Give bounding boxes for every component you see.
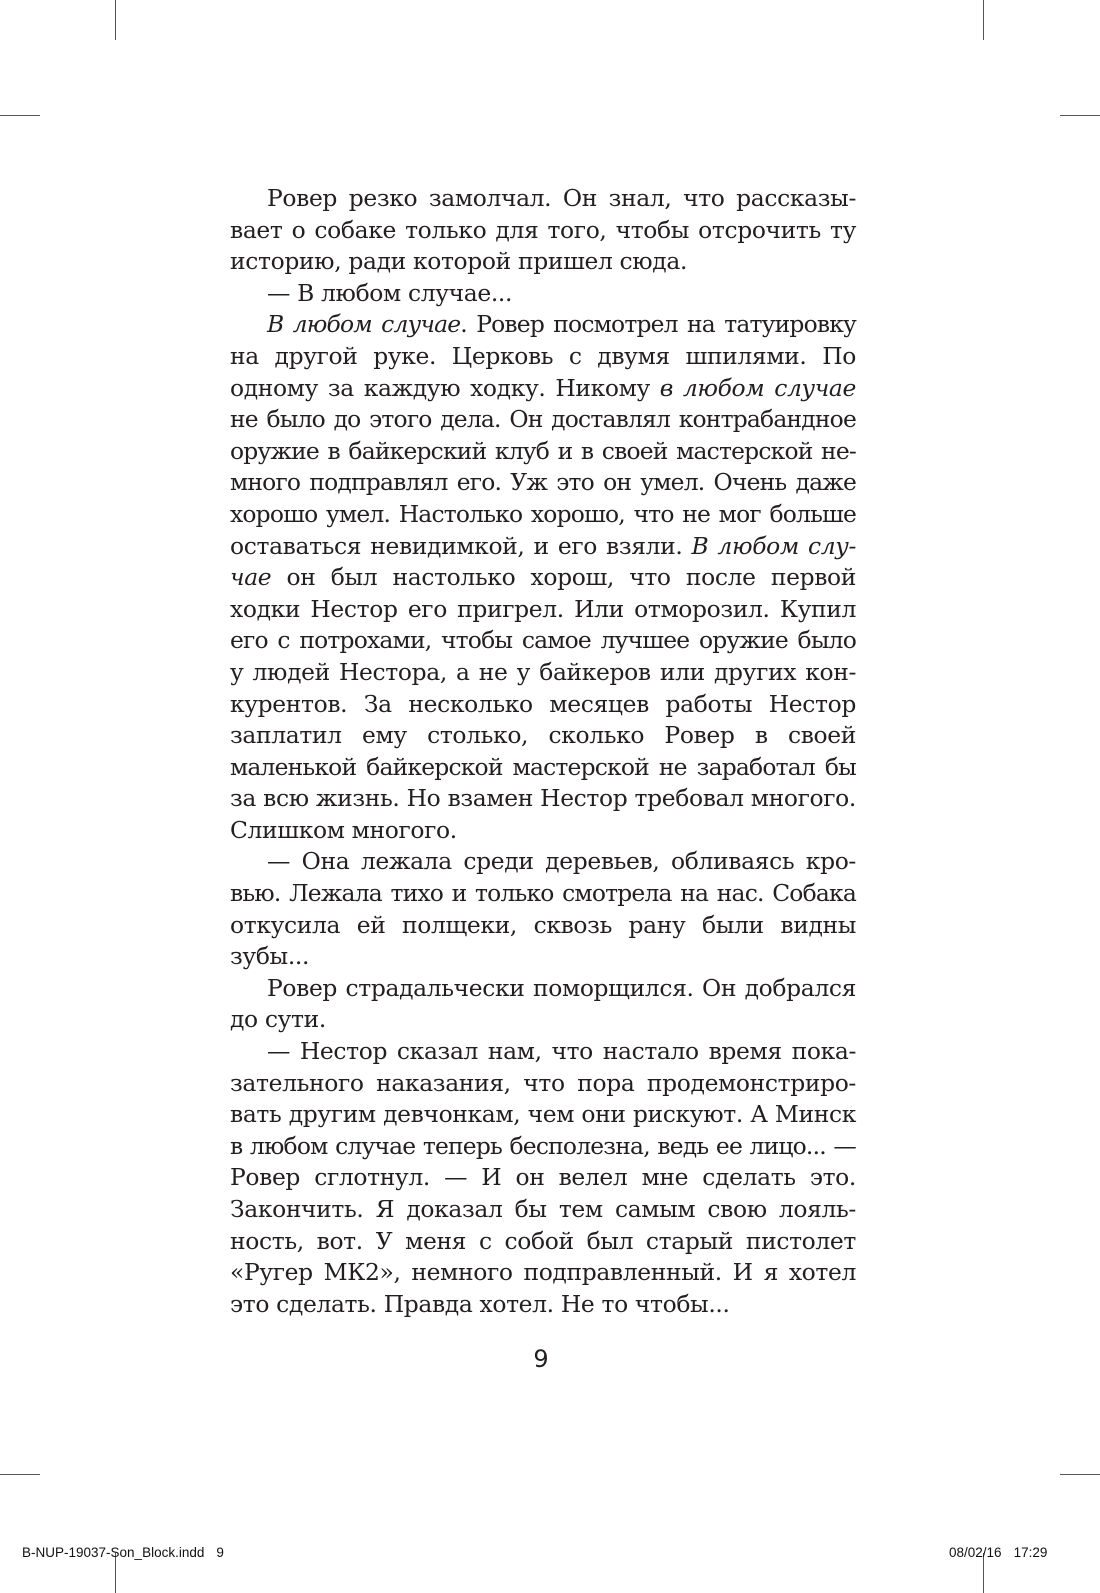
text-run: Слишком многого. — [230, 815, 457, 844]
slug-timestamp — [949, 1545, 1047, 1560]
text-line — [230, 1004, 856, 1036]
text-line — [230, 246, 856, 278]
text-line — [230, 625, 856, 657]
italic-text: В любом слу- — [691, 531, 857, 560]
text-line — [230, 941, 856, 973]
text-run: в любом случае теперь бесполезна, ведь ее лицо... — — [230, 1131, 856, 1160]
text-run: курентов. За несколько месяцев работы Нестор — [230, 689, 856, 718]
text-run: историю, ради которой пришел сюда. — [230, 247, 688, 276]
crop-mark-bottom-right-horizontal — [1060, 1474, 1100, 1475]
text-run: одному за каждую ходку. Никому — [230, 373, 660, 402]
text-line — [230, 1131, 856, 1163]
slug-file-info — [22, 1545, 224, 1560]
text-line — [230, 1226, 856, 1258]
text-run: до сути. — [230, 1005, 326, 1034]
text-line — [230, 467, 856, 499]
text-run: за всю жизнь. Но взамен Нестор требовал многого. — [230, 784, 856, 813]
text-line — [230, 436, 856, 468]
text-line — [230, 783, 856, 815]
body-text — [230, 183, 856, 1320]
italic-text: в любом случае — [659, 373, 856, 402]
text-run: его с потрохами, чтобы самое лучшее оружие было — [230, 626, 856, 655]
text-run: откусила ей полщеки, сквозь рану были видны — [230, 910, 856, 939]
text-run: — Нестор сказал нам, что настало время пока- — [267, 1037, 856, 1066]
page-number: 9 — [533, 1345, 549, 1373]
text-line — [230, 657, 856, 689]
text-line — [230, 1194, 856, 1226]
text-run: оружие в байкерский клуб и в своей мастерской не- — [230, 436, 856, 465]
text-run: — В любом случае... — [267, 278, 513, 307]
text-run: вает о собаке только для того, чтобы отсрочить ту — [230, 215, 856, 244]
text-line — [230, 689, 856, 721]
crop-mark-bottom-left-horizontal — [0, 1474, 40, 1475]
slug-file-name: B-NUP-19037-Son_Block.indd — [22, 1545, 205, 1560]
text-line — [230, 278, 856, 310]
text-line — [230, 815, 856, 847]
text-run: Ровер резко замолчал. Он знал, что рассказы- — [267, 184, 856, 212]
text-run: много подправлял его. Уж это он умел. Очень даже — [230, 468, 856, 497]
text-run: оставаться невидимкой, и его взяли. — [230, 531, 692, 560]
text-run: не было до этого дела. Он доставлял контрабандное — [230, 405, 856, 434]
text-line — [230, 752, 856, 784]
text-run: . Ровер посмотрел на татуировку — [460, 310, 856, 339]
text-line — [230, 1036, 856, 1068]
text-run: Закончить. Я доказал бы тем самым свою лояль- — [230, 1195, 856, 1223]
text-line — [230, 531, 856, 563]
text-line — [230, 1257, 856, 1289]
crop-mark-top-right-vertical — [983, 0, 984, 40]
text-line — [230, 341, 856, 373]
text-run: заплатил ему столько, сколько Ровер в своей — [230, 721, 856, 750]
text-run: зубы... — [230, 942, 310, 971]
text-line — [230, 499, 856, 531]
text-line — [230, 215, 856, 247]
text-run: ность, вот. У меня с собой был старый пистолет — [230, 1226, 856, 1255]
text-line — [230, 1289, 856, 1321]
crop-mark-top-left-horizontal — [0, 115, 40, 116]
text-line — [230, 878, 856, 910]
text-run: маленькой байкерской мастерской не заработал бы — [230, 752, 856, 781]
text-run: — Она лежала среди деревьев, обливаясь кро- — [267, 847, 856, 876]
text-line — [230, 973, 856, 1005]
crop-mark-top-right-horizontal — [1060, 115, 1100, 116]
slug-date: 08/02/16 — [949, 1545, 1002, 1560]
text-run: у людей Нестора, а не у байкеров или других кон- — [230, 657, 856, 686]
text-line — [230, 720, 856, 752]
italic-text: чае — [230, 563, 272, 592]
text-line — [230, 1099, 856, 1131]
text-run: «Ругер МК2», немного подправленный. И я хотел — [230, 1258, 856, 1287]
text-line — [230, 562, 856, 594]
italic-text: В любом случае — [267, 310, 461, 339]
text-line — [230, 1162, 856, 1194]
text-line — [230, 404, 856, 436]
text-run: вать другим девчонкам, чем они рискуют. А Минск — [230, 1100, 856, 1129]
text-run: Ровер страдальчески поморщился. Он добрался — [267, 973, 856, 1002]
text-run: хорошо умел. Настолько хорошо, что не мог больше — [230, 499, 856, 528]
text-run: это сделать. Правда хотел. Не то чтобы... — [230, 1289, 730, 1318]
text-run: зательного наказания, что пора продемонстриро- — [230, 1068, 856, 1097]
slug-time: 17:29 — [1013, 1545, 1048, 1560]
text-line — [230, 846, 856, 878]
text-run: вью. Лежала тихо и только смотрела на нас. Собака — [230, 879, 856, 908]
text-line — [230, 1068, 856, 1100]
text-line — [230, 183, 856, 215]
text-line — [230, 309, 856, 341]
text-run: ходки Нестор его пригрел. Или отморозил. Купил — [230, 594, 856, 623]
text-run: Ровер сглотнул. — И он велел мне сделать это. — [230, 1163, 856, 1192]
text-line — [230, 373, 856, 405]
crop-mark-top-left-vertical — [115, 0, 116, 40]
text-line — [230, 594, 856, 626]
slug-page: 9 — [216, 1545, 224, 1560]
text-line — [230, 910, 856, 942]
text-run: на другой руке. Церковь с двумя шпилями. По — [230, 341, 856, 370]
text-run: он был настолько хорош, что после первой — [271, 563, 856, 592]
